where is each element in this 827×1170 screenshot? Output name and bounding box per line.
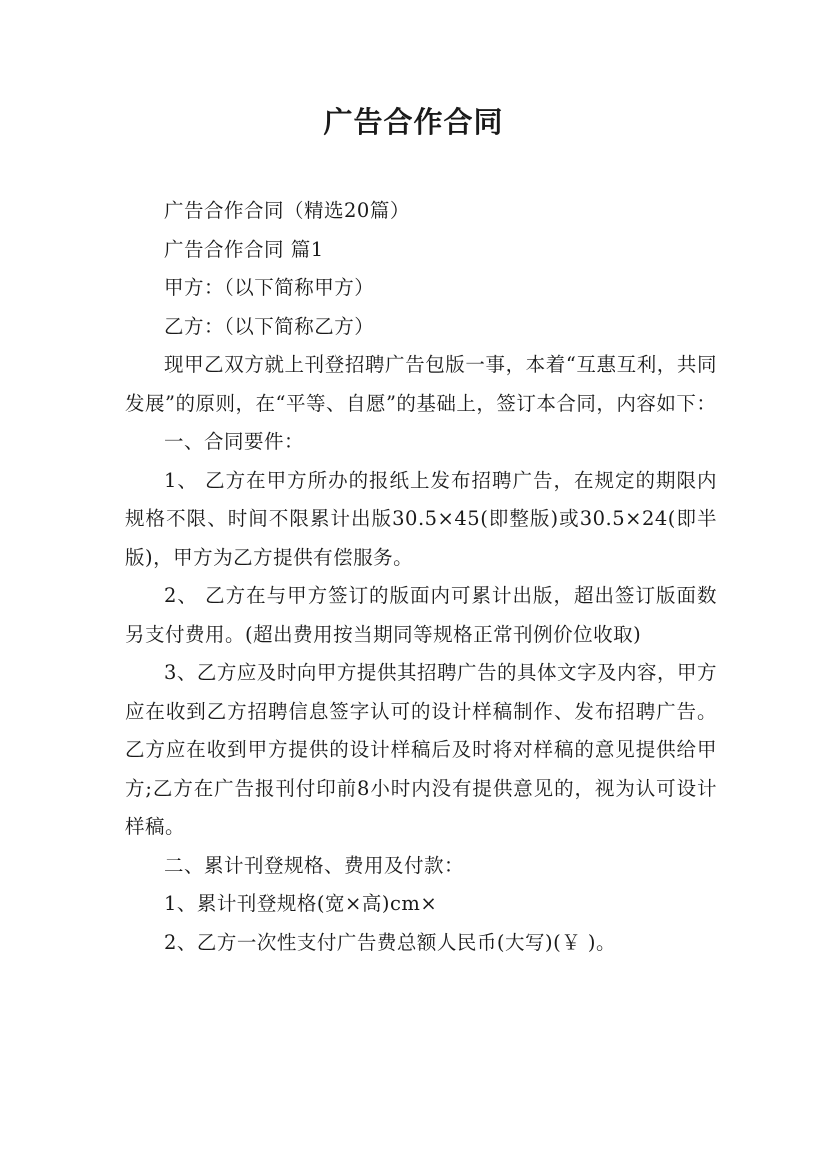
paragraph-section-heading: 广告合作合同 篇1	[164, 237, 324, 261]
paragraph-heading-specs-fees: 二、累计刊登规格、费用及付款：	[164, 853, 465, 877]
paragraph-spec-1: 1、累计刊登规格(宽×高)cm×	[164, 892, 438, 915]
paragraph-preamble: 现甲乙双方就上刊登招聘广告包版一事，本着“互惠互利，共同发展”的原则，在“平等、自愿”的基础上，签订本合同，内容如下：	[125, 353, 717, 415]
paragraph-term-2: 2、 乙方在与甲方签订的版面内可累计出版，超出签订版面数另支付费用。(超出费用按当期同等规格正常刊例价位收取)	[125, 584, 717, 646]
paragraph-party-b: 乙方：（以下简称乙方）	[164, 314, 375, 338]
paragraph-party-a: 甲方：（以下简称甲方）	[164, 276, 375, 299]
paragraph-spec-2: 2、乙方一次性支付广告费总额人民币(大写)(￥ )。	[164, 930, 617, 954]
paragraph-subtitle: 广告合作合同（精选20篇）	[164, 199, 410, 222]
paragraph-term-3: 3、乙方应及时向甲方提供其招聘广告的具体文字及内容，甲方应在收到乙方招聘信息签字认可的设计样稿制作、发布招聘广告。乙方应在收到甲方提供的设计样稿后及时将对样稿的意见提供给甲方;乙方在广告报刊付印前8小时内没有提供意见的，视为认可设计样稿。	[125, 661, 717, 838]
document-title: 广告合作合同	[323, 105, 504, 139]
document-body	[125, 192, 717, 962]
paragraph-term-1: 1、 乙方在甲方所办的报纸上发布招聘广告，在规定的期限内规格不限、时间不限累计出版30.5×45(即整版)或30.5×24(即半版)，甲方为乙方提供有偿服务。	[125, 468, 717, 569]
paragraph-heading-contract-terms: 一、合同要件：	[164, 430, 305, 453]
